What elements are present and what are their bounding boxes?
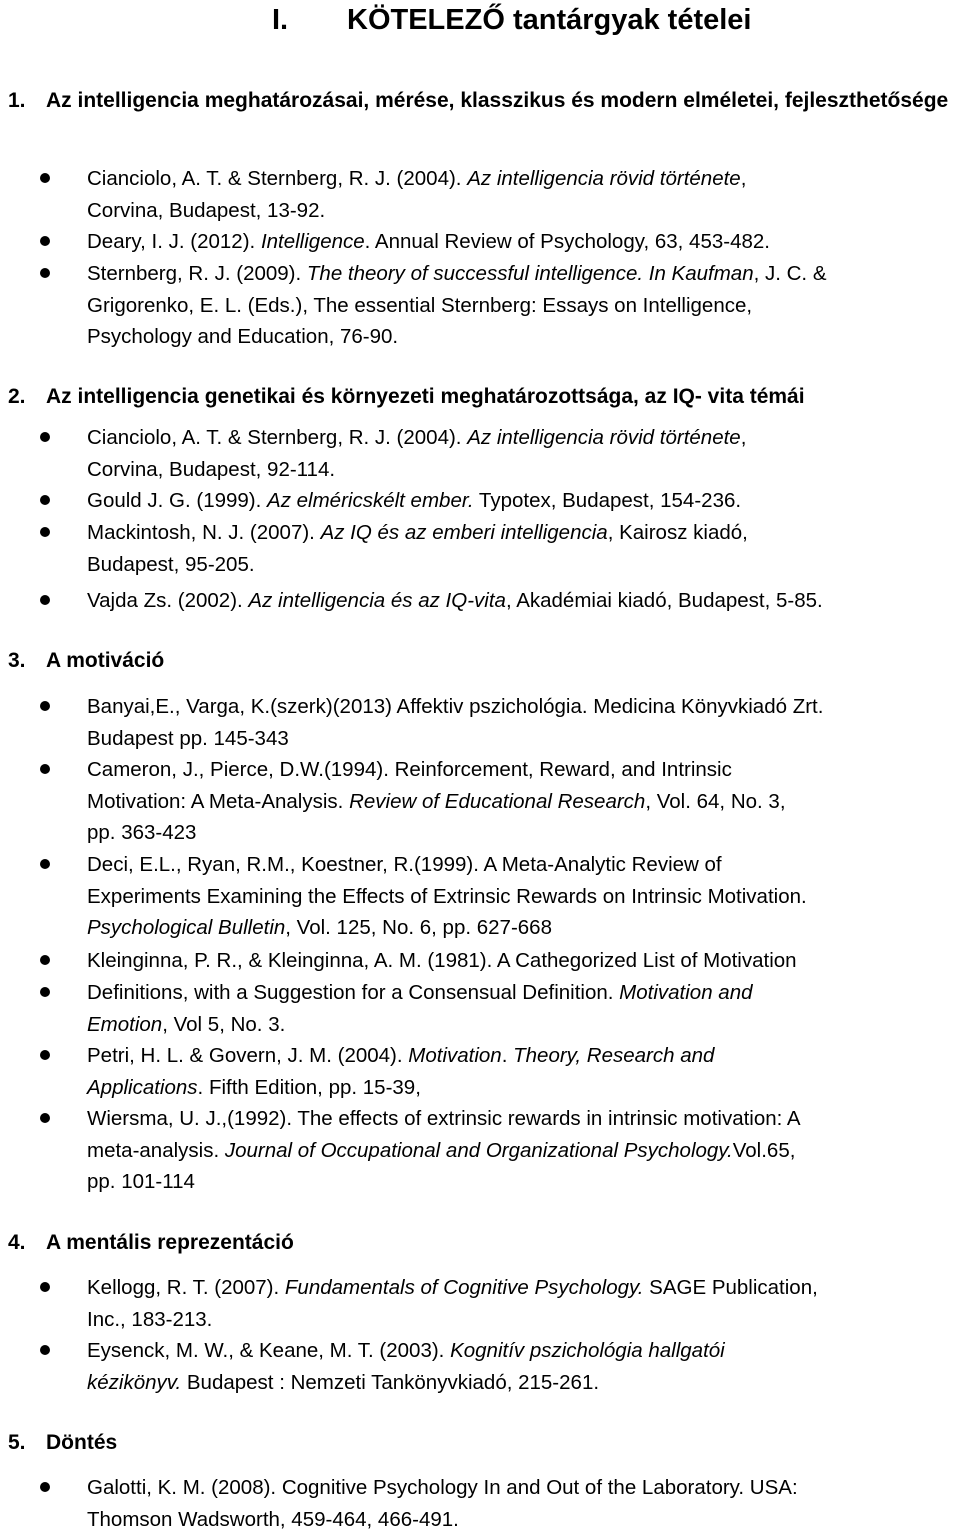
reference-italic-segment: Fundamentals of Cognitive Psychology. <box>284 1276 644 1299</box>
reference-segment: , J. C. & Grigorenko, E. L. (Eds.), The essential Sternberg: Essays on Intelligence, Psychology and Education, 76-90. <box>87 262 827 348</box>
bullet-icon <box>40 268 50 278</box>
bullet-icon <box>40 527 50 537</box>
reference-italic-segment: Journal of Occupational and Organizational Psychology. <box>224 1138 733 1162</box>
bullet-icon <box>40 859 50 869</box>
reference-text <box>87 1040 957 1103</box>
section-title: Az intelligencia genetikai és környezeti meghatározottsága, az IQ- vita témái <box>46 385 805 408</box>
reference-italic-segment: Az intelligencia rövid története <box>467 426 741 449</box>
bullet-icon <box>40 987 50 997</box>
reference-italic-segment: Az intelligencia rövid története <box>467 167 741 190</box>
reference-italic-segment: Motivation and Emotion <box>87 981 753 1036</box>
reference-text <box>87 517 957 580</box>
reference-segment: , Corvina, Budapest, 13-92. <box>87 167 747 222</box>
bullet-icon <box>40 955 50 965</box>
reference-text <box>87 691 957 754</box>
page-title-text: KÖTELEZŐ tantárgyak tételei <box>347 4 752 36</box>
reference-italic-segment: The theory of successful intelligence. In Kaufman <box>306 262 754 285</box>
reference-segment: Vol.65, pp. 101-114 <box>87 1138 796 1193</box>
section-title: Döntés <box>46 1431 118 1454</box>
bullet-icon <box>40 1482 50 1492</box>
bullet-icon <box>40 495 50 505</box>
reference-segment: Cameron, J., Pierce, D.W.(1994). Reinforcement, Reward, and Intrinsic Motivation: A Meta-Analysis. <box>87 758 732 813</box>
reference-text <box>87 226 957 258</box>
reference-italic-segment: Az IQ és az emberi intelligencia <box>320 521 608 544</box>
page-title-number: I. <box>272 4 289 36</box>
section-title: Az intelligencia meghatározásai, mérése, klasszikus és modern elméletei, fejleszthetősége <box>46 89 949 112</box>
section-number: 2. <box>8 385 26 408</box>
reference-text <box>87 485 957 517</box>
bullet-icon <box>40 173 50 183</box>
reference-italic-segment: Intelligence <box>260 230 365 253</box>
reference-italic-segment: Motivation <box>408 1044 502 1067</box>
reference-text <box>87 163 957 226</box>
reference-segment: Mackintosh, N. J. (2007). <box>87 521 321 544</box>
reference-text <box>87 1103 957 1198</box>
section-title: A mentális reprezentáció <box>46 1231 294 1254</box>
bullet-icon <box>40 236 50 246</box>
reference-segment: Cianciolo, A. T. & Sternberg, R. J. (2004). <box>87 426 468 449</box>
reference-segment: . Fifth Edition, pp. 15-39, <box>197 1075 421 1099</box>
reference-italic-segment: Review of Educational Research <box>349 789 646 813</box>
reference-segment: Vajda Zs. (2002). <box>87 589 249 612</box>
reference-segment: Banyai,E., Varga, K.(szerk)(2013) Affektiv pszichológia. Medicina Könyvkiadó Zrt. Budapest pp. 145-343 <box>87 695 824 750</box>
bullet-icon <box>40 595 50 605</box>
reference-text <box>87 754 957 849</box>
reference-segment: . <box>501 1044 514 1067</box>
reference-italic-segment: Az intelligencia és az IQ-vita <box>248 589 506 612</box>
reference-text <box>87 977 957 1040</box>
reference-italic-segment: Psychological Bulletin <box>87 916 286 939</box>
reference-segment: . Annual Review of Psychology, 63, 453-482. <box>364 230 770 253</box>
reference-text <box>87 258 957 353</box>
reference-segment: , Akadémiai kiadó, Budapest, 5-85. <box>505 589 823 612</box>
bullet-icon <box>40 1282 50 1292</box>
section-title: A motiváció <box>46 649 165 672</box>
reference-italic-segment: Az elméricskélt ember. <box>267 489 474 512</box>
reference-segment: Petri, H. L. & Govern, J. M. (2004). <box>87 1044 409 1067</box>
reference-segment: Definitions, with a Suggestion for a Consensual Definition. <box>87 981 620 1004</box>
reference-segment: Deary, I. J. (2012). <box>87 230 261 253</box>
bullet-icon <box>40 764 50 774</box>
reference-segment: SAGE Publication, Inc., 183-213. <box>87 1276 818 1331</box>
section-number: 4. <box>8 1231 26 1254</box>
reference-segment: Gould J. G. (1999). <box>87 489 268 512</box>
reference-segment: Eysenck, M. W., & Keane, M. T. (2003). <box>87 1339 451 1362</box>
reference-segment: Deci, E.L., Ryan, R.M., Koestner, R.(1999). A Meta-Analytic Review of Experiments Examining the Effects of Extrinsic Rewards on Intrinsic Motivation. <box>87 853 807 908</box>
section-number: 5. <box>8 1431 26 1454</box>
reference-text <box>87 585 957 617</box>
reference-segment: Wiersma, U. J.,(1992). The effects of extrinsic rewards in intrinsic motivation: A meta-analysis. <box>87 1107 801 1162</box>
bullet-icon <box>40 701 50 711</box>
reference-italic-segment: Theory, Research and Applications <box>87 1044 715 1099</box>
reference-segment: , Vol 5, No. 3. <box>162 1012 286 1036</box>
reference-segment: Galotti, K. M. (2008). Cognitive Psychology In and Out of the Laboratory. USA: Thomson Wadsworth, 459-464, 466-491. <box>87 1476 798 1531</box>
section-number: 1. <box>8 89 26 112</box>
reference-italic-segment: Kognitív pszichológia hallgatói kézikönyv. <box>87 1339 725 1394</box>
reference-segment: , Vol. 125, No. 6, pp. 627-668 <box>285 916 552 939</box>
bullet-icon <box>40 1050 50 1060</box>
reference-text <box>87 1472 957 1535</box>
reference-text <box>87 422 957 485</box>
reference-segment: , Kairosz kiadó, Budapest, 95-205. <box>87 521 748 576</box>
reference-segment: , Vol. 64, No. 3, pp. 363-423 <box>87 789 786 844</box>
bullet-icon <box>40 1345 50 1355</box>
reference-text <box>87 1335 957 1398</box>
reference-segment: Sternberg, R. J. (2009). <box>87 262 307 285</box>
reference-text <box>87 1272 957 1335</box>
reference-segment: Typotex, Budapest, 154-236. <box>473 489 742 512</box>
reference-segment: , Corvina, Budapest, 92-114. <box>87 426 747 481</box>
reference-text <box>87 849 957 944</box>
reference-segment: Cianciolo, A. T. & Sternberg, R. J. (2004). <box>87 167 468 190</box>
reference-segment: Budapest : Nemzeti Tankönyvkiadó, 215-261. <box>181 1370 600 1394</box>
section-number: 3. <box>8 649 26 672</box>
bullet-icon <box>40 1113 50 1123</box>
reference-text <box>87 945 957 977</box>
reference-segment: Kleinginna, P. R., & Kleinginna, A. M. (1981). A Cathegorized List of Motivation <box>87 949 797 972</box>
reference-segment: Kellogg, R. T. (2007). <box>87 1276 285 1299</box>
bullet-icon <box>40 432 50 442</box>
